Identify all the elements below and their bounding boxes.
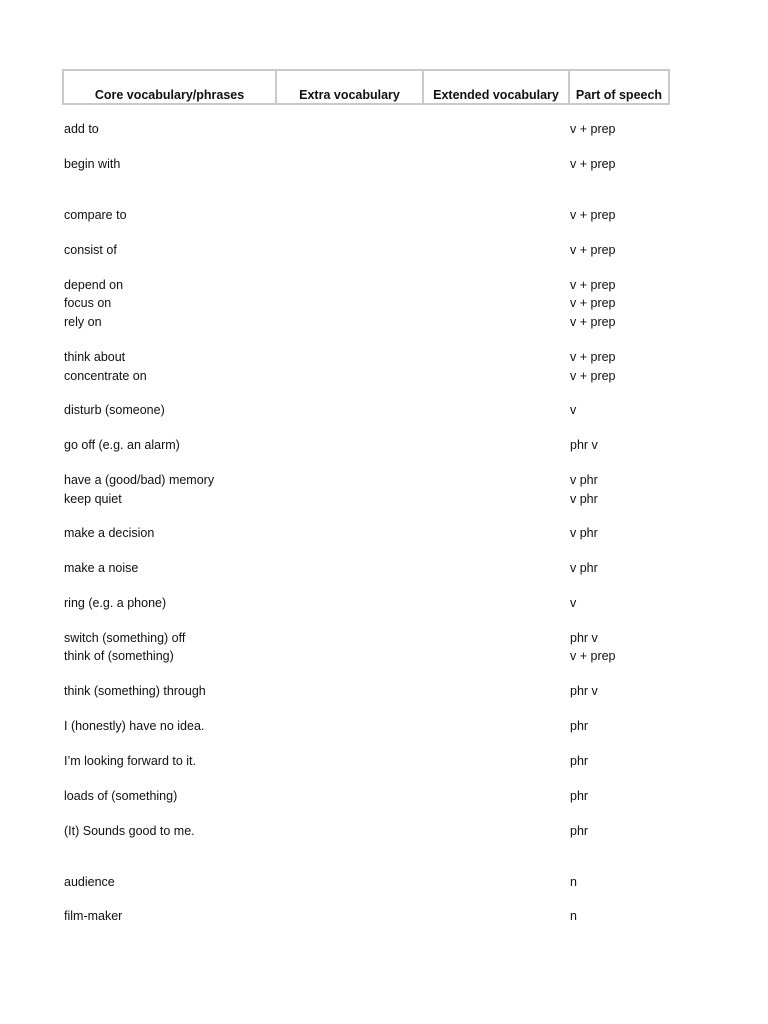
table-header [62,69,670,105]
table-row [0,526,768,541]
table-row [0,403,768,418]
term: make a noise [64,561,139,575]
part-of-speech: v + prep [570,157,616,171]
part-of-speech: phr [570,719,589,733]
term: (It) Sounds good to me. [64,824,195,838]
table-row [0,157,768,172]
term: I’m looking forward to it. [64,754,196,768]
part-of-speech: n [570,875,577,889]
table-row [0,369,768,384]
term: add to [64,122,99,136]
part-of-speech: v phr [570,561,598,575]
header-extra-vocabulary: Extra vocabulary [277,71,424,103]
term: keep quiet [64,492,122,506]
part-of-speech: v [570,403,577,417]
term: have a (good/bad) memory [64,473,215,487]
part-of-speech: v + prep [570,208,616,222]
table-row [0,824,768,839]
part-of-speech: v phr [570,526,598,540]
table-row [0,350,768,365]
table-row [0,909,768,924]
term: begin with [64,157,121,171]
part-of-speech: v [570,596,577,610]
part-of-speech: phr [570,824,589,838]
header-core-vocabulary: Core vocabulary/phrases [64,71,277,103]
part-of-speech: n [570,909,577,923]
term: switch (something) off [64,631,186,645]
term: rely on [64,315,102,329]
table-row [0,492,768,507]
part-of-speech: phr [570,754,589,768]
term: audience [64,875,115,889]
term: consist of [64,243,117,257]
part-of-speech: phr v [570,438,598,452]
table-row [0,789,768,804]
part-of-speech: v + prep [570,649,616,663]
term: I (honestly) have no idea. [64,719,205,733]
term: loads of (something) [64,789,178,803]
header-extended-vocabulary: Extended vocabulary [424,71,570,103]
table-row [0,631,768,646]
part-of-speech: phr v [570,631,598,645]
term: go off (e.g. an alarm) [64,438,180,452]
table-row [0,438,768,453]
part-of-speech: v + prep [570,369,616,383]
table-row [0,596,768,611]
table-row [0,243,768,258]
term: compare to [64,208,127,222]
part-of-speech: v + prep [570,350,616,364]
table-row [0,296,768,311]
table-row [0,561,768,576]
term: focus on [64,296,112,310]
table-row [0,875,768,890]
term: film-maker [64,909,123,923]
table-row [0,684,768,699]
term: disturb (someone) [64,403,165,417]
table-row [0,649,768,664]
table-row [0,122,768,137]
part-of-speech: v + prep [570,278,616,292]
term: make a decision [64,526,155,540]
part-of-speech: phr [570,789,589,803]
part-of-speech: v phr [570,473,598,487]
part-of-speech: v + prep [570,296,616,310]
table-row [0,473,768,488]
term: think (something) through [64,684,206,698]
term: ring (e.g. a phone) [64,596,167,610]
table-row [0,754,768,769]
table-row [0,278,768,293]
part-of-speech: v phr [570,492,598,506]
table-row [0,315,768,330]
header-part-of-speech: Part of speech [575,88,663,102]
table-row [0,208,768,223]
term: think of (something) [64,649,174,663]
term: depend on [64,278,124,292]
term: concentrate on [64,369,147,383]
term: think about [64,350,126,364]
table-row [0,719,768,734]
part-of-speech: v + prep [570,315,616,329]
part-of-speech: v + prep [570,243,616,257]
part-of-speech: v + prep [570,122,616,136]
part-of-speech: phr v [570,684,598,698]
